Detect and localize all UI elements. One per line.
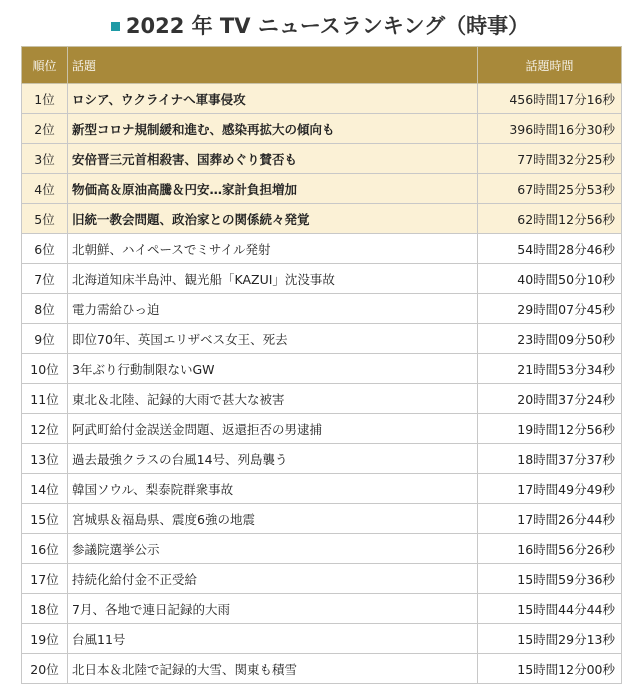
time-cell: 40時間50分10秒 bbox=[478, 264, 622, 294]
rank-cell: 20位 bbox=[22, 654, 68, 684]
time-cell: 29時間07分45秒 bbox=[478, 294, 622, 324]
time-cell: 20時間37分24秒 bbox=[478, 384, 622, 414]
topic-cell: 台風11号 bbox=[68, 624, 478, 654]
table-row bbox=[22, 294, 622, 324]
table-row bbox=[22, 84, 622, 114]
table-row bbox=[22, 414, 622, 444]
time-cell: 15時間12分00秒 bbox=[478, 654, 622, 684]
rank-cell: 11位 bbox=[22, 384, 68, 414]
table-row bbox=[22, 144, 622, 174]
rank-cell: 4位 bbox=[22, 174, 68, 204]
time-cell: 396時間16分30秒 bbox=[478, 114, 622, 144]
topic-cell: 過去最強クラスの台風14号、列島襲う bbox=[68, 444, 478, 474]
rank-cell: 5位 bbox=[22, 204, 68, 234]
time-cell: 456時間17分16秒 bbox=[478, 84, 622, 114]
time-cell: 21時間53分34秒 bbox=[478, 354, 622, 384]
rank-cell: 1位 bbox=[22, 84, 68, 114]
topic-cell: 参議院選挙公示 bbox=[68, 534, 478, 564]
rank-cell: 3位 bbox=[22, 144, 68, 174]
topic-cell: 阿武町給付金誤送金問題、返還拒否の男逮捕 bbox=[68, 414, 478, 444]
title-square-icon bbox=[111, 22, 120, 31]
header-topic: 話題 bbox=[68, 47, 478, 84]
time-cell: 62時間12分56秒 bbox=[478, 204, 622, 234]
time-cell: 77時間32分25秒 bbox=[478, 144, 622, 174]
topic-cell: 宮城県＆福島県、震度6強の地震 bbox=[68, 504, 478, 534]
table-row bbox=[22, 594, 622, 624]
time-cell: 18時間37分37秒 bbox=[478, 444, 622, 474]
rank-cell: 17位 bbox=[22, 564, 68, 594]
topic-cell: 即位70年、英国エリザベス女王、死去 bbox=[68, 324, 478, 354]
table-row bbox=[22, 534, 622, 564]
rank-cell: 8位 bbox=[22, 294, 68, 324]
topic-cell: 3年ぶり行動制限ないGW bbox=[68, 354, 478, 384]
topic-cell: 北朝鮮、ハイペースでミサイル発射 bbox=[68, 234, 478, 264]
rank-cell: 12位 bbox=[22, 414, 68, 444]
rank-cell: 19位 bbox=[22, 624, 68, 654]
time-cell: 54時間28分46秒 bbox=[478, 234, 622, 264]
time-cell: 19時間12分56秒 bbox=[478, 414, 622, 444]
table-row bbox=[22, 474, 622, 504]
header-rank: 順位 bbox=[22, 47, 68, 84]
table-row bbox=[22, 624, 622, 654]
time-cell: 15時間44分44秒 bbox=[478, 594, 622, 624]
topic-cell: 7月、各地で連日記録的大雨 bbox=[68, 594, 478, 624]
rank-cell: 14位 bbox=[22, 474, 68, 504]
time-cell: 17時間49分49秒 bbox=[478, 474, 622, 504]
topic-cell: 韓国ソウル、梨泰院群衆事故 bbox=[68, 474, 478, 504]
rank-cell: 16位 bbox=[22, 534, 68, 564]
time-cell: 23時間09分50秒 bbox=[478, 324, 622, 354]
rank-cell: 7位 bbox=[22, 264, 68, 294]
table-row bbox=[22, 264, 622, 294]
table-row bbox=[22, 354, 622, 384]
ranking-table-body bbox=[22, 84, 622, 684]
table-row bbox=[22, 324, 622, 354]
rank-cell: 10位 bbox=[22, 354, 68, 384]
rank-cell: 15位 bbox=[22, 504, 68, 534]
ranking-table bbox=[21, 46, 622, 684]
rank-cell: 13位 bbox=[22, 444, 68, 474]
table-row bbox=[22, 174, 622, 204]
table-header-row bbox=[22, 47, 622, 84]
rank-cell: 9位 bbox=[22, 324, 68, 354]
topic-cell: 北日本＆北陸で記録的大雪、関東も積雪 bbox=[68, 654, 478, 684]
page-title-container bbox=[0, 0, 640, 46]
topic-cell: 電力需給ひっ迫 bbox=[68, 294, 478, 324]
rank-cell: 2位 bbox=[22, 114, 68, 144]
time-cell: 15時間29分13秒 bbox=[478, 624, 622, 654]
topic-cell: 持続化給付金不正受給 bbox=[68, 564, 478, 594]
table-row bbox=[22, 654, 622, 684]
table-row bbox=[22, 444, 622, 474]
table-row bbox=[22, 564, 622, 594]
table-row bbox=[22, 384, 622, 414]
time-cell: 15時間59分36秒 bbox=[478, 564, 622, 594]
rank-cell: 6位 bbox=[22, 234, 68, 264]
table-row bbox=[22, 114, 622, 144]
topic-cell: 新型コロナ規制緩和進む、感染再拡大の傾向も bbox=[68, 114, 478, 144]
table-row bbox=[22, 504, 622, 534]
topic-cell: 物価高＆原油高騰＆円安…家計負担増加 bbox=[68, 174, 478, 204]
topic-cell: 北海道知床半島沖、観光船「KAZUⅠ」沈没事故 bbox=[68, 264, 478, 294]
time-cell: 67時間25分53秒 bbox=[478, 174, 622, 204]
rank-cell: 18位 bbox=[22, 594, 68, 624]
table-row bbox=[22, 234, 622, 264]
page-title: 2022 年 TV ニュースランキング（時事） bbox=[125, 14, 530, 38]
topic-cell: ロシア、ウクライナへ軍事侵攻 bbox=[68, 84, 478, 114]
topic-cell: 東北＆北陸、記録的大雨で甚大な被害 bbox=[68, 384, 478, 414]
header-time: 話題時間 bbox=[478, 47, 622, 84]
time-cell: 17時間26分44秒 bbox=[478, 504, 622, 534]
topic-cell: 旧統一教会問題、政治家との関係続々発覚 bbox=[68, 204, 478, 234]
table-row bbox=[22, 204, 622, 234]
time-cell: 16時間56分26秒 bbox=[478, 534, 622, 564]
topic-cell: 安倍晋三元首相殺害、国葬めぐり賛否も bbox=[68, 144, 478, 174]
